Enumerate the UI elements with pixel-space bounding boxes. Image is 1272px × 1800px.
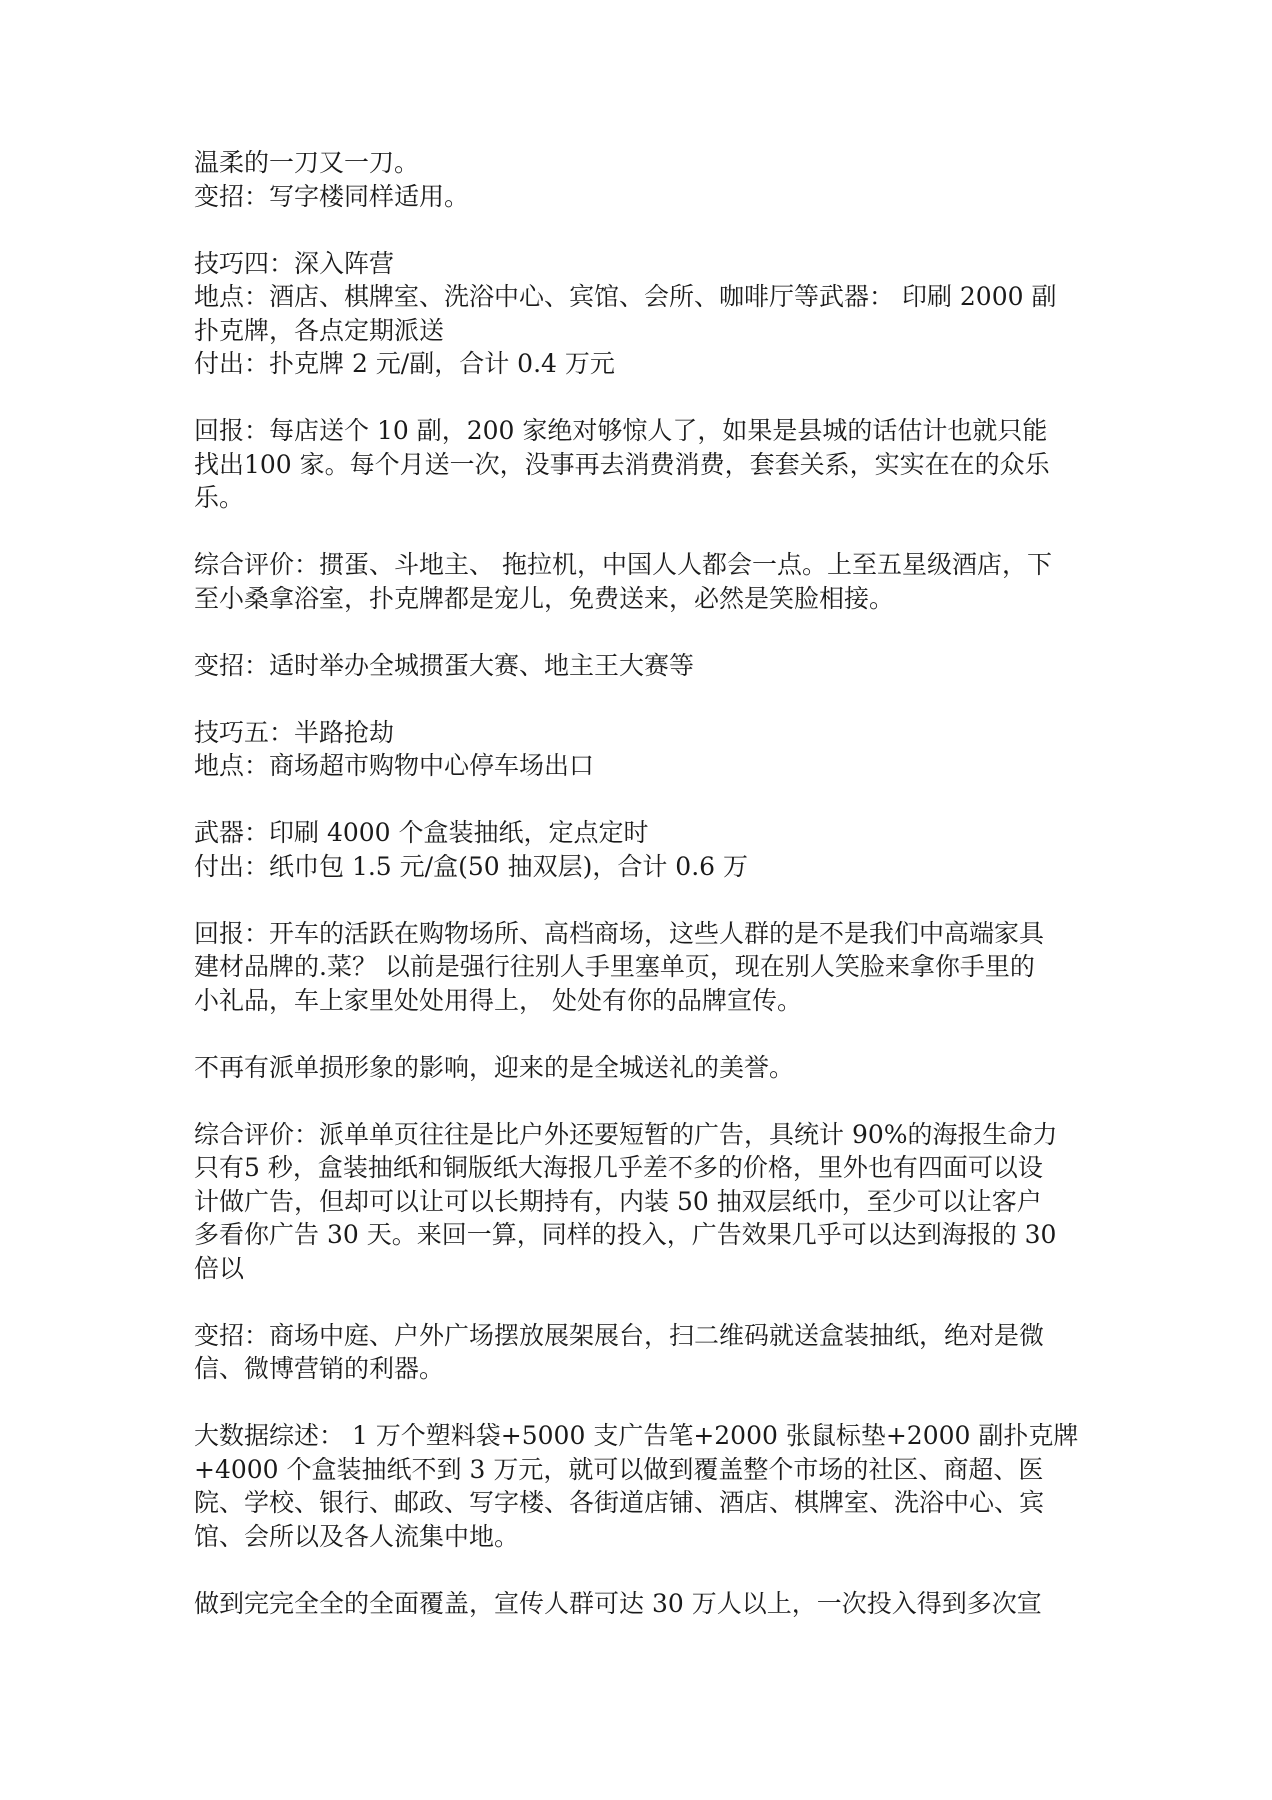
text-line: 扑克牌，各点定期派送 bbox=[194, 315, 445, 345]
text-line: 乐。 bbox=[194, 483, 245, 512]
text-line: 武器：印刷 4000 个盒装抽纸，定点定时 bbox=[194, 818, 649, 847]
text-line: 技巧五：半路抢劫 bbox=[194, 717, 395, 747]
document-body bbox=[194, 146, 1084, 1620]
text-line: 馆、会所以及各人流集中地。 bbox=[194, 1521, 520, 1551]
text-line: 计做广告，但却可以让可以长期持有，内装 50 抽双层纸巾，至少可以让客户 bbox=[194, 1186, 1042, 1216]
text-line: 小礼品，车上家里处处用得上， 处处有你的品牌宣传。 bbox=[194, 985, 802, 1015]
blank-line bbox=[194, 381, 1084, 415]
text-line: 建材品牌的.菜？ 以前是强行往别人手里塞单页，现在别人笑脸来拿你手里的 bbox=[194, 952, 1035, 981]
blank-line bbox=[194, 1017, 1084, 1051]
text-line: 变招：商场中庭、户外广场摆放展架展台，扫二维码就送盒装抽纸，绝对是微 bbox=[194, 1320, 1045, 1350]
text-line: 综合评价：掼蛋、斗地主、 拖拉机，中国人人都会一点。上至五星级酒店，下 bbox=[194, 550, 1052, 579]
text-line: 付出：纸巾包 1.5 元/盒(50 抽双层)，合计 0.6 万 bbox=[194, 851, 748, 881]
text-line: 综合评价：派单单页往往是比户外还要短暂的广告，具统计 90%的海报生命力 bbox=[194, 1119, 1058, 1149]
text-line: 变招：写字楼同样适用。 bbox=[194, 181, 470, 211]
blank-line bbox=[194, 1084, 1084, 1118]
blank-line bbox=[194, 1285, 1084, 1319]
text-line: 信、微博营销的利器。 bbox=[194, 1354, 445, 1383]
blank-line bbox=[194, 783, 1084, 817]
blank-line bbox=[194, 1386, 1084, 1420]
blank-line bbox=[194, 883, 1084, 917]
text-line: 院、学校、银行、邮政、写字楼、各街道店铺、酒店、棋牌室、洗浴中心、宾 bbox=[194, 1488, 1045, 1517]
text-line: 变招：适时举办全城掼蛋大赛、地主王大赛等 bbox=[194, 650, 695, 680]
text-line: 只有5 秒，盒装抽纸和铜版纸大海报几乎差不多的价格，里外也有四面可以设 bbox=[194, 1153, 1043, 1182]
text-line: 付出：扑克牌 2 元/副，合计 0.4 万元 bbox=[194, 349, 615, 378]
text-line: 多看你广告 30 天。来回一算，同样的投入，广告效果几乎可以达到海报的 30 bbox=[194, 1220, 1057, 1249]
text-line: 找出100 家。每个月送一次，没事再去消费消费，套套关系，实实在在的众乐 bbox=[194, 449, 1050, 479]
text-line: 地点：酒店、棋牌室、洗浴中心、宾馆、会所、咖啡厅等武器： 印刷 2000 副 bbox=[194, 282, 1057, 311]
text-line: 倍以 bbox=[194, 1253, 245, 1283]
text-line: 做到完完全全的全面覆盖，宣传人群可达 30 万人以上，一次投入得到多次宣 bbox=[194, 1588, 1042, 1618]
text-line: 回报：开车的活跃在购物场所、高档商场，这些人群的是不是我们中高端家具 bbox=[194, 918, 1045, 948]
text-line: 不再有派单损形象的影响，迎来的是全城送礼的美誉。 bbox=[194, 1052, 795, 1082]
text-line: +4000 个盒装抽纸不到 3 万元，就可以做到覆盖整个市场的社区、商超、医 bbox=[194, 1454, 1044, 1484]
text-line: 回报：每店送个 10 副，200 家绝对够惊人了，如果是县城的话估计也就只能 bbox=[194, 416, 1048, 445]
text-line: 大数据综述： 1 万个塑料袋+5000 支广告笔+2000 张鼠标垫+2000 副扑克牌 bbox=[194, 1421, 1079, 1450]
blank-line bbox=[194, 213, 1084, 247]
text-line: 地点：商场超市购物中心停车场出口 bbox=[194, 751, 595, 780]
text-line: 温柔的一刀又一刀。 bbox=[194, 148, 420, 177]
blank-line bbox=[194, 682, 1084, 716]
text-line: 至小桑拿浴室，扑克牌都是宠儿，免费送来，必然是笑脸相接。 bbox=[194, 583, 895, 613]
blank-line bbox=[194, 1553, 1084, 1587]
blank-line bbox=[194, 515, 1084, 549]
text-line: 技巧四：深入阵营 bbox=[194, 248, 395, 278]
blank-line bbox=[194, 615, 1084, 649]
